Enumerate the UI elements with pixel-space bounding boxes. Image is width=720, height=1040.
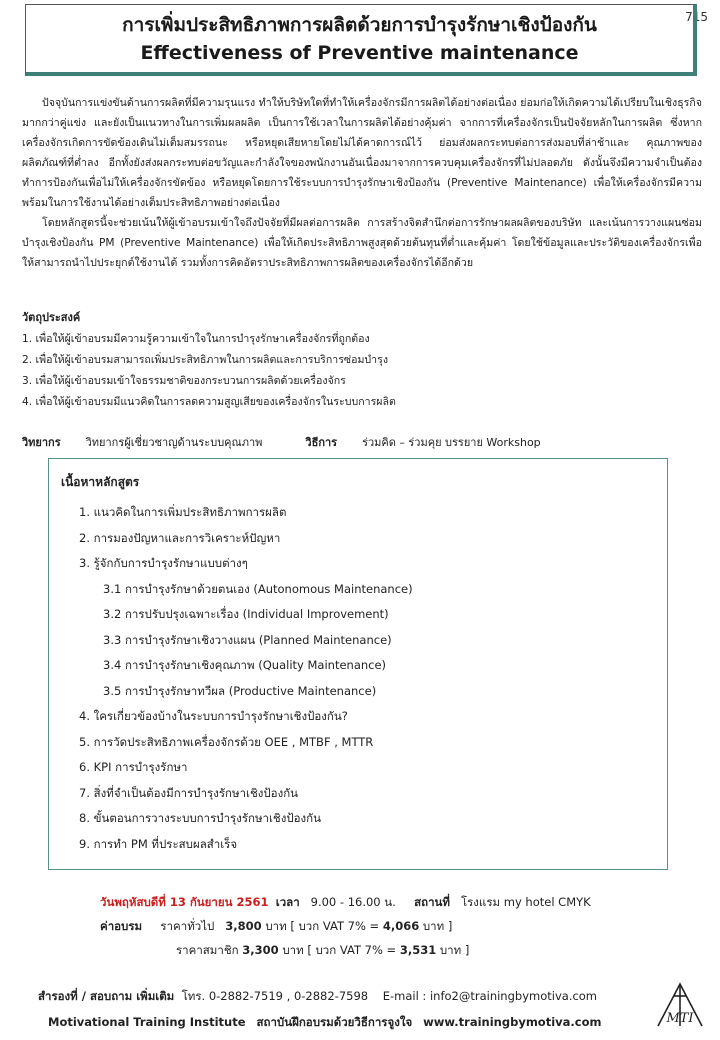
fee-label: ค่าอบรม (100, 919, 143, 933)
method-value: ร่วมคิด – ร่วมคุย บรรยาย Workshop (362, 436, 541, 449)
member-fee-label: ราคาสมาชิก (176, 943, 239, 957)
course-date: วันพฤหัสบดีที่ 13 กันยายน 2561 (100, 895, 269, 909)
contents-list (61, 500, 655, 857)
content-subitem: 3.4 การบำรุงรักษาเชิงคุณภาพ (Quality Maintenance) (103, 658, 387, 672)
footer (0, 983, 720, 1035)
general-fee-label: ราคาทั่วไป (160, 919, 215, 933)
intro-paragraph-1: ปัจจุบันการแข่งขันด้านการผลิตที่มีความรุนแรง ทำให้บริษัทใดที่ทำให้เครื่องจักรมีการผลิตได้อย่างต่อเนื่อง ย่อมก่อให้เกิดความได้เปรียบในเชิงธุรกิจมากกว่าคู่แข่ง และยังเป็นแนวทางในการเพิ่มผลผลิต เป็นการใช้เวลาในการผลิตได้อย่างคุ้มค่า จากการที่เครื่องจักรเป็นปัจจัยหลักในการผลิต ซึ่งหากเครื่องจักรเกิดการขัดข้องเดินไม่เต็มสมรรถนะ หรือหยุดเสียหายโดยไม่ได้คาดการณ์ไว้ ย่อมส่งผลกระทบต่อการส่งมอบที่ล่าช้าและ คุณภาพของผลิตภัณฑ์ที่ต่ำลง อีกทั้งยังส่งผลกระทบต่อขวัญและกำลังใจของพนักงานอันเนื่องมาจากการควบคุมเครื่องจักรที่ไม่ปลอดภัย ดังนั้นจึงมีความจำเป็นต้องทำการป้องกันเพื่อไม่ให้เครื่องจักรขัดข้อง หรือหยุดโดยการใช้ระบบการบำรุงรักษาเชิงป้องกัน (Preventive Maintenance) เพื่อให้เครื่องจักรมีความพร้อมในการใช้งานได้อย่างเต็มประสิทธิภาพอย่างต่อเนื่อง (22, 97, 702, 209)
speaker-label: วิทยากร (22, 436, 61, 449)
email-address[interactable]: E-mail : info2@trainingbymotiva.com (382, 989, 598, 1003)
objectives-section (22, 307, 702, 413)
schedule-date-line (0, 890, 720, 914)
objective-item: 2. เพื่อให้ผู้เข้าอบรมสามารถเพิ่มประสิทธิภาพในการผลิตและการบริการซ่อมบำรุง (22, 354, 388, 366)
objective-item: 1. เพื่อให้ผู้เข้าอบรมมีความรู้ความเข้าใจในการบำรุงรักษาเครื่องจักรที่ถูกต้อง (22, 333, 370, 345)
title-box (25, 4, 697, 76)
content-subitem: 3.2 การปรับปรุงเฉพาะเรื่อง (Individual Improvement) (103, 607, 389, 621)
mti-logo (654, 980, 706, 1030)
general-fee-vat: 4,066 (382, 919, 420, 933)
objectives-heading: วัตถุประสงค์ (22, 311, 81, 324)
course-time: 9.00 - 16.00 น. (310, 895, 396, 909)
page-number: 715 (685, 10, 708, 24)
content-item: 5. การวัดประสิทธิภาพเครื่องจักรด้วย OEE , MTBF , MTTR (79, 734, 374, 749)
schedule-section (0, 890, 720, 962)
general-fee-unit: บาท [ บวก VAT 7% = (265, 919, 380, 933)
member-fee-vat: 3,531 (399, 943, 437, 957)
content-subitem: 3.5 การบำรุงรักษาทวีผล (Productive Maintenance) (103, 683, 377, 698)
title-english: Effectiveness of Preventive maintenance (140, 42, 579, 64)
venue-label: สถานที่ (414, 895, 450, 909)
contents-heading: เนื้อหาหลักสูตร (61, 475, 140, 489)
general-fee: 3,800 (225, 919, 262, 933)
content-item: 2. การมองปัญหาและการวิเคราะห์ปัญหา (79, 530, 281, 545)
content-item: 1. แนวคิดในการเพิ่มประสิทธิภาพการผลิต (79, 505, 287, 519)
website-link[interactable]: www.trainingbymotiva.com (423, 1015, 602, 1029)
content-item: 7. สิ่งที่จำเป็นต้องมีการบำรุงรักษาเชิงป้องกัน (79, 785, 299, 800)
method-label: วิธีการ (305, 436, 338, 449)
phone-numbers: โทร. 0-2882-7519 , 0-2882-7598 (181, 989, 369, 1003)
content-subitem: 3.1 การบำรุงรักษาด้วยตนเอง (Autonomous Maintenance) (103, 581, 413, 596)
speaker-row (22, 433, 702, 453)
objective-item: 4. เพื่อให้ผู้เข้าอบรมมีแนวคิดในการลดความสูญเสียของเครื่องจักรในระบบการผลิต (22, 396, 396, 408)
mti-logo-icon (654, 980, 706, 1030)
intro-section (22, 93, 702, 273)
title-thai: การเพิ่มประสิทธิภาพการผลิตด้วยการบำรุงรักษาเชิงป้องกัน (122, 14, 597, 36)
content-item: 8. ขั้นตอนการวางระบบการบำรุงรักษาเชิงป้องกัน (79, 811, 321, 825)
member-fee-unit: บาท [ บวก VAT 7% = (282, 943, 397, 957)
content-item: 4. ใครเกี่ยวข้องบ้างในระบบการบำรุงรักษาเชิงป้องกัน? (79, 709, 348, 723)
member-fee-end: บาท ] (439, 943, 470, 957)
institute-name-en: Motivational Training Institute (48, 1015, 246, 1029)
member-fee: 3,300 (242, 943, 279, 957)
general-fee-end: บาท ] (422, 919, 453, 933)
intro-paragraph-2: โดยหลักสูตรนี้จะช่วยเน้นให้ผู้เข้าอบรมเข้าใจถึงปัจจัยที่มีผลต่อการผลิต การสร้างจิตสำนึกต่อการรักษาผลผลิตของบริษัท และเน้นการวางแผนซ่อมบำรุงเชิงป้องกัน PM (Preventive Maintenance) เพื่อให้เกิดประสิทธิภาพสูงสุดด้วยต้นทุนที่ต่ำและคุ้มค่า โดยใช้ข้อมูลและประวัติของเครื่องจักรเพื่อให้สามารถนำไปประยุกต์ใช้งานได้ รวมทั้งการคิดอัตราประสิทธิภาพการผลิตของเครื่องจักรได้อีกด้วย (22, 217, 702, 269)
member-fee-line (0, 938, 720, 962)
logo-text: MTI (666, 1011, 694, 1026)
contact-line (0, 983, 720, 1009)
institute-line (0, 1009, 720, 1035)
course-venue: โรงแรม my hotel CMYK (460, 895, 591, 909)
content-item: 3. รู้จักกับการบำรุงรักษาแบบต่างๆ (79, 556, 248, 570)
speaker-value: วิทยากรผู้เชี่ยวชาญด้านระบบคุณภาพ (85, 436, 263, 449)
objective-item: 3. เพื่อให้ผู้เข้าอบรมเข้าใจธรรมชาติของกระบวนการผลิตด้วยเครื่องจักร (22, 375, 346, 387)
time-label: เวลา (275, 895, 300, 909)
contact-label: สำรองที่ / สอบถาม เพิ่มเติม (38, 989, 175, 1003)
course-content-box (48, 458, 668, 870)
general-fee-line (0, 914, 720, 938)
content-item: 6. KPI การบำรุงรักษา (79, 760, 188, 774)
institute-name-th: สถาบันฝึกอบรมด้วยวิธีการจูงใจ (256, 1015, 413, 1029)
content-subitem: 3.3 การบำรุงรักษาเชิงวางแผน (Planned Maintenance) (103, 632, 392, 647)
content-item: 9. การทำ PM ที่ประสบผลสำเร็จ (79, 836, 238, 851)
